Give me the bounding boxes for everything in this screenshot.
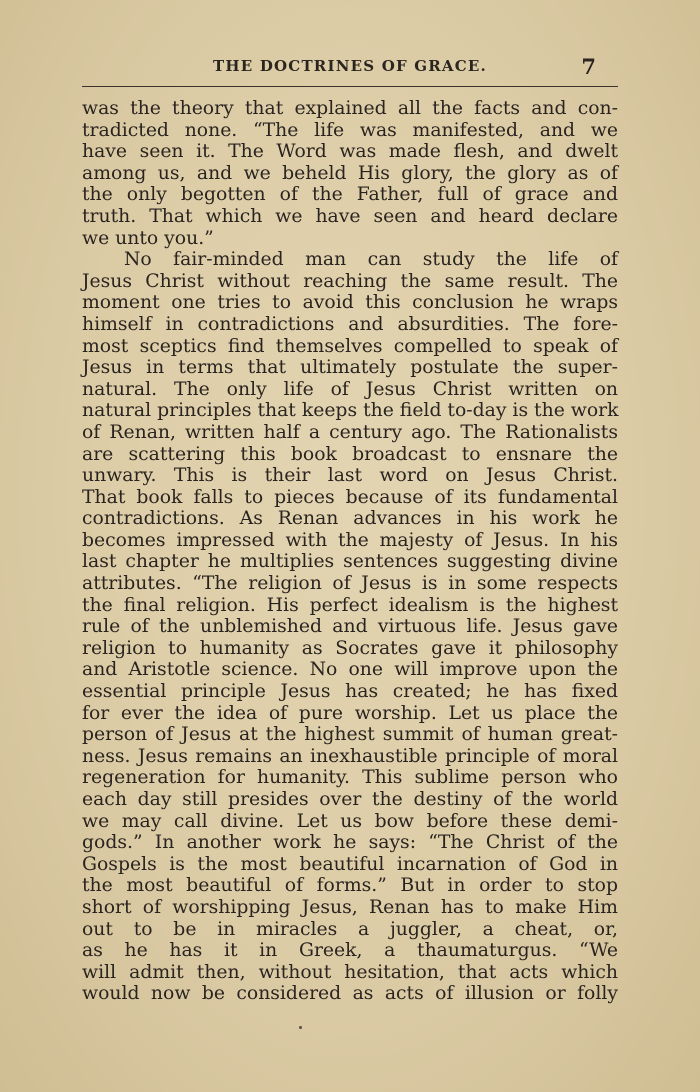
text-line: would now be considered as acts of illusion or folly <box>82 983 618 1005</box>
text-line: the only begotten of the Father, full of grace and <box>82 184 618 206</box>
text-line: truth. That which we have seen and heard declare <box>82 205 618 227</box>
text-line: attributes. “The religion of Jesus is in some respects <box>82 573 618 595</box>
text-line: out to be in miracles a juggler, a cheat, or, <box>82 918 618 940</box>
text-line: of Renan, written half a century ago. The Rationalists <box>82 421 618 443</box>
text-line: each day still presides over the destiny of the world <box>82 789 618 810</box>
text-line: contradictions. As Renan advances in his work he <box>82 508 618 530</box>
text-line: ness. Jesus remains an inexhaustible principle of moral <box>82 745 618 767</box>
text-line: Gospels is the most beautiful incarnation of God in <box>82 853 618 875</box>
text-line: short of worshipping Jesus, Renan has to make Him <box>82 896 618 918</box>
ink-speck <box>299 1026 302 1029</box>
text-line: among us, and we beheld His glory, the glory as of <box>82 162 618 184</box>
text-line: the final religion. His perfect idealism is the highest <box>82 594 618 616</box>
text-line: unwary. This is their last word on Jesus Christ. <box>82 465 618 487</box>
text-line: as he has it in Greek, a thaumaturgus. “We <box>82 940 618 962</box>
text-line: natural. The only life of Jesus Christ written on <box>82 378 618 400</box>
text-line: have seen it. The Word was made flesh, and dwelt <box>82 141 618 163</box>
text-line: will admit then, without hesitation, that acts which <box>82 961 618 983</box>
text-line: Jesus Christ without reaching the same result. The <box>82 270 618 292</box>
text-line: becomes impressed with the majesty of Jesus. In his <box>82 529 618 551</box>
text-line: we may call divine. Let us bow before these demi- <box>82 810 618 832</box>
text-line: That book falls to pieces because of its fundamental <box>82 486 618 508</box>
text-line: gods.” In another work he says: “The Christ of the <box>82 832 618 854</box>
text-line: essential principle Jesus has created; he has fixed <box>82 681 618 703</box>
paragraph-1 <box>82 98 618 249</box>
header-rule <box>82 86 618 87</box>
text-line: was the theory that explained all the facts and con- <box>82 98 618 119</box>
running-head <box>82 54 618 80</box>
text-line: the most beautiful of forms.” But in order to stop <box>82 875 618 897</box>
text-line: religion to humanity as Socrates gave it philosophy <box>82 637 618 659</box>
page-number: 7 <box>581 54 596 79</box>
body-text <box>82 98 618 1005</box>
text-line: most sceptics find themselves compelled to speak of <box>82 335 618 357</box>
text-line: rule of the unblemished and virtuous life. Jesus gave <box>82 616 618 638</box>
running-title: THE DOCTRINES OF GRACE. <box>213 57 487 75</box>
text-line: natural principles that keeps the field to-day is the work <box>82 400 619 422</box>
text-line: moment one tries to avoid this conclusion he wraps <box>82 292 618 314</box>
text-line: last chapter he multiplies sentences suggesting divine <box>82 551 618 573</box>
text-line: are scattering this book broadcast to ensnare the <box>82 443 618 465</box>
text-line: himself in contradictions and absurdities. The fore- <box>82 313 618 335</box>
text-line: and Aristotle science. No one will improve upon the <box>82 659 618 681</box>
text-line: Jesus in terms that ultimately postulate the super- <box>82 357 618 379</box>
text-line: tradicted none. “The life was manifested, and we <box>82 119 618 141</box>
text-line: regeneration for humanity. This sublime person who <box>82 767 618 789</box>
text-line: we unto you.” <box>82 227 214 249</box>
text-line: person of Jesus at the highest summit of human great- <box>82 724 618 746</box>
text-line: No fair-minded man can study the life of <box>124 249 618 271</box>
paragraph-2 <box>82 249 618 1005</box>
text-line: for ever the idea of pure worship. Let us place the <box>82 702 618 724</box>
